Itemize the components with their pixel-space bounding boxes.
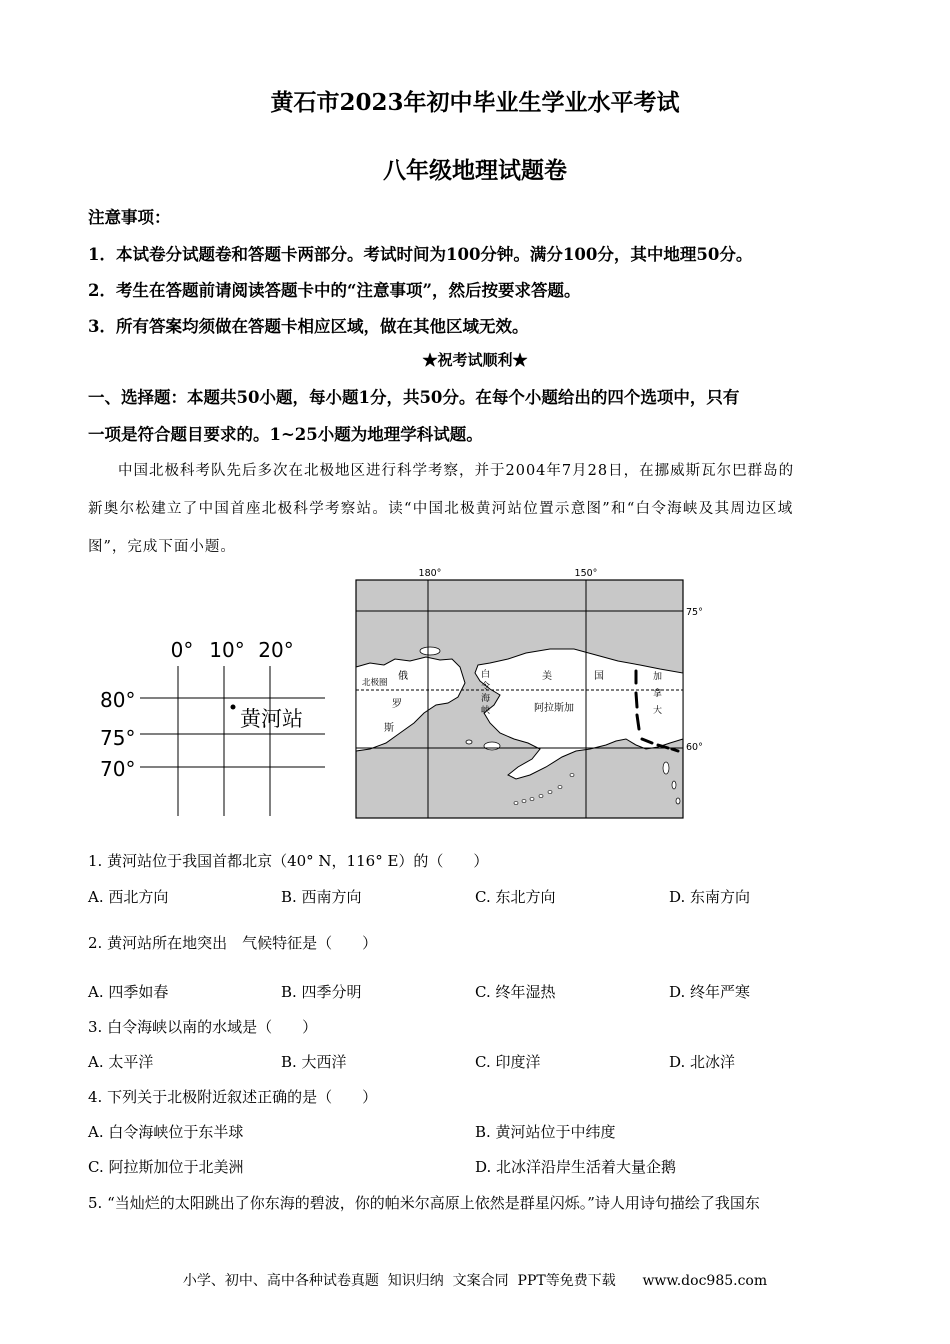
usa-label-2: 国 — [594, 671, 604, 682]
q4-option-a[interactable]: A. 白令海峡位于东半球 — [88, 1123, 244, 1141]
notice-heading: 注意事项： — [88, 208, 171, 227]
arctic-circle-label: 北极圈 — [362, 678, 388, 688]
strait-label-3: 海 — [481, 694, 491, 704]
notice-item-1: 1．本试卷分试题卷和答题卡两部分。考试时间为100分钟。满分100分，其中地理50分。 — [88, 245, 753, 264]
question-2-stem: 2. 黄河站所在地突出 气候特征是（ ） — [88, 934, 378, 952]
question-5-stem: 5. “当灿烂的太阳跳出了你东海的碧波，你的帕米尔高原上依然是群星闪烁。”诗人用诗句描绘了我国东 — [88, 1194, 760, 1212]
island — [522, 800, 526, 803]
island — [420, 647, 440, 655]
huanghe-station-map — [90, 630, 340, 820]
island — [466, 740, 472, 744]
alaska-label: 阿拉斯加 — [534, 703, 574, 714]
passage-line-3: 图”，完成下面小题。 — [88, 539, 236, 555]
island — [539, 795, 543, 798]
island — [484, 742, 500, 750]
question-3-stem: 3. 白令海峡以南的水域是（ ） — [88, 1018, 318, 1036]
lon-label-20: 20° — [258, 638, 294, 662]
map2-lon-150: 150° — [574, 568, 598, 579]
q2-option-a[interactable]: A. 四季如春 — [88, 983, 169, 1001]
strait-label-4: 峡 — [481, 706, 491, 716]
q2-option-c[interactable]: C. 终年湿热 — [475, 983, 556, 1001]
map2-lat-60: 60° — [686, 742, 703, 753]
q4-option-b[interactable]: B. 黄河站位于中纬度 — [475, 1123, 616, 1141]
q3-option-a[interactable]: A. 太平洋 — [88, 1053, 154, 1071]
island — [672, 781, 676, 789]
bering-strait-map — [340, 563, 710, 823]
lon-label-0: 0° — [170, 638, 194, 662]
passage-line-2: 新奥尔松建立了中国首座北极科学考察站。读“中国北极黄河站位置示意图”和“白令海峡及其周边区域 — [88, 501, 794, 517]
russia-label-2: 罗 — [392, 699, 402, 710]
page-footer: 小学、初中、高中各种试卷真题 知识归纳 文案合同 PPT等免费下载 www.doc985.com — [182, 1273, 768, 1289]
q1-option-a[interactable]: A. 西北方向 — [88, 888, 169, 906]
island — [558, 786, 562, 789]
station-label: 黄河站 — [240, 707, 303, 731]
island — [570, 774, 574, 777]
q4-option-d[interactable]: D. 北冰洋沿岸生活着大量企鹅 — [475, 1158, 677, 1176]
lon-label-10: 10° — [209, 638, 245, 662]
island — [548, 791, 552, 794]
q1-option-c[interactable]: C. 东北方向 — [475, 888, 556, 906]
question-4-stem: 4. 下列关于北极附近叙述正确的是（ ） — [88, 1088, 378, 1106]
q3-option-b[interactable]: B. 大西洋 — [281, 1053, 347, 1071]
lat-label-75: 75° — [100, 726, 136, 750]
island — [676, 798, 680, 804]
notice-item-3: 3．所有答案均须做在答题卡相应区域，做在其他区域无效。 — [88, 317, 529, 336]
strait-label-1: 白 — [481, 670, 491, 680]
wish-line: ★祝考试顺利★ — [422, 351, 528, 369]
passage-line-1: 中国北极科考队先后多次在北极地区进行科学考察，并于2004年7月28日，在挪威斯瓦尔巴群岛的 — [118, 463, 795, 479]
canada-label-1: 加 — [653, 672, 663, 682]
usa-label-1: 美 — [542, 671, 552, 682]
q3-option-c[interactable]: C. 印度洋 — [475, 1053, 541, 1071]
station-dot — [231, 705, 236, 710]
island — [514, 802, 518, 805]
section-heading-line-1: 一、选择题：本题共50小题，每小题1分，共50分。在每个小题给出的四个选项中，只有 — [88, 388, 740, 407]
lat-label-80: 80° — [100, 688, 136, 712]
map2-lon-180: 180° — [418, 568, 442, 579]
lat-label-70: 70° — [100, 757, 136, 781]
canada-label-3: 大 — [653, 706, 663, 716]
island — [663, 762, 669, 774]
q2-option-d[interactable]: D. 终年严寒 — [669, 983, 751, 1001]
island — [530, 798, 534, 801]
exam-subtitle: 八年级地理试题卷 — [383, 157, 567, 184]
canada-label-2: 拿 — [653, 689, 663, 699]
section-heading-line-2: 一项是符合题目要求的。1~25小题为地理学科试题。 — [88, 425, 483, 444]
russia-label-1: 俄 — [398, 671, 408, 682]
q4-option-c[interactable]: C. 阿拉斯加位于北美洲 — [88, 1158, 244, 1176]
q1-option-d[interactable]: D. 东南方向 — [669, 888, 751, 906]
q1-option-b[interactable]: B. 西南方向 — [281, 888, 362, 906]
map2-lat-75: 75° — [686, 607, 703, 618]
q2-option-b[interactable]: B. 四季分明 — [281, 983, 362, 1001]
russia-label-3: 斯 — [384, 723, 394, 734]
strait-label-2: 令 — [481, 682, 491, 692]
exam-title: 黄石市2023年初中毕业生学业水平考试 — [270, 89, 680, 116]
notice-item-2: 2．考生在答题前请阅读答题卡中的“注意事项”，然后按要求答题。 — [88, 281, 581, 300]
question-1-stem: 1. 黄河站位于我国首都北京（40° N，116° E）的（ ） — [88, 852, 489, 870]
q3-option-d[interactable]: D. 北冰洋 — [669, 1053, 736, 1071]
